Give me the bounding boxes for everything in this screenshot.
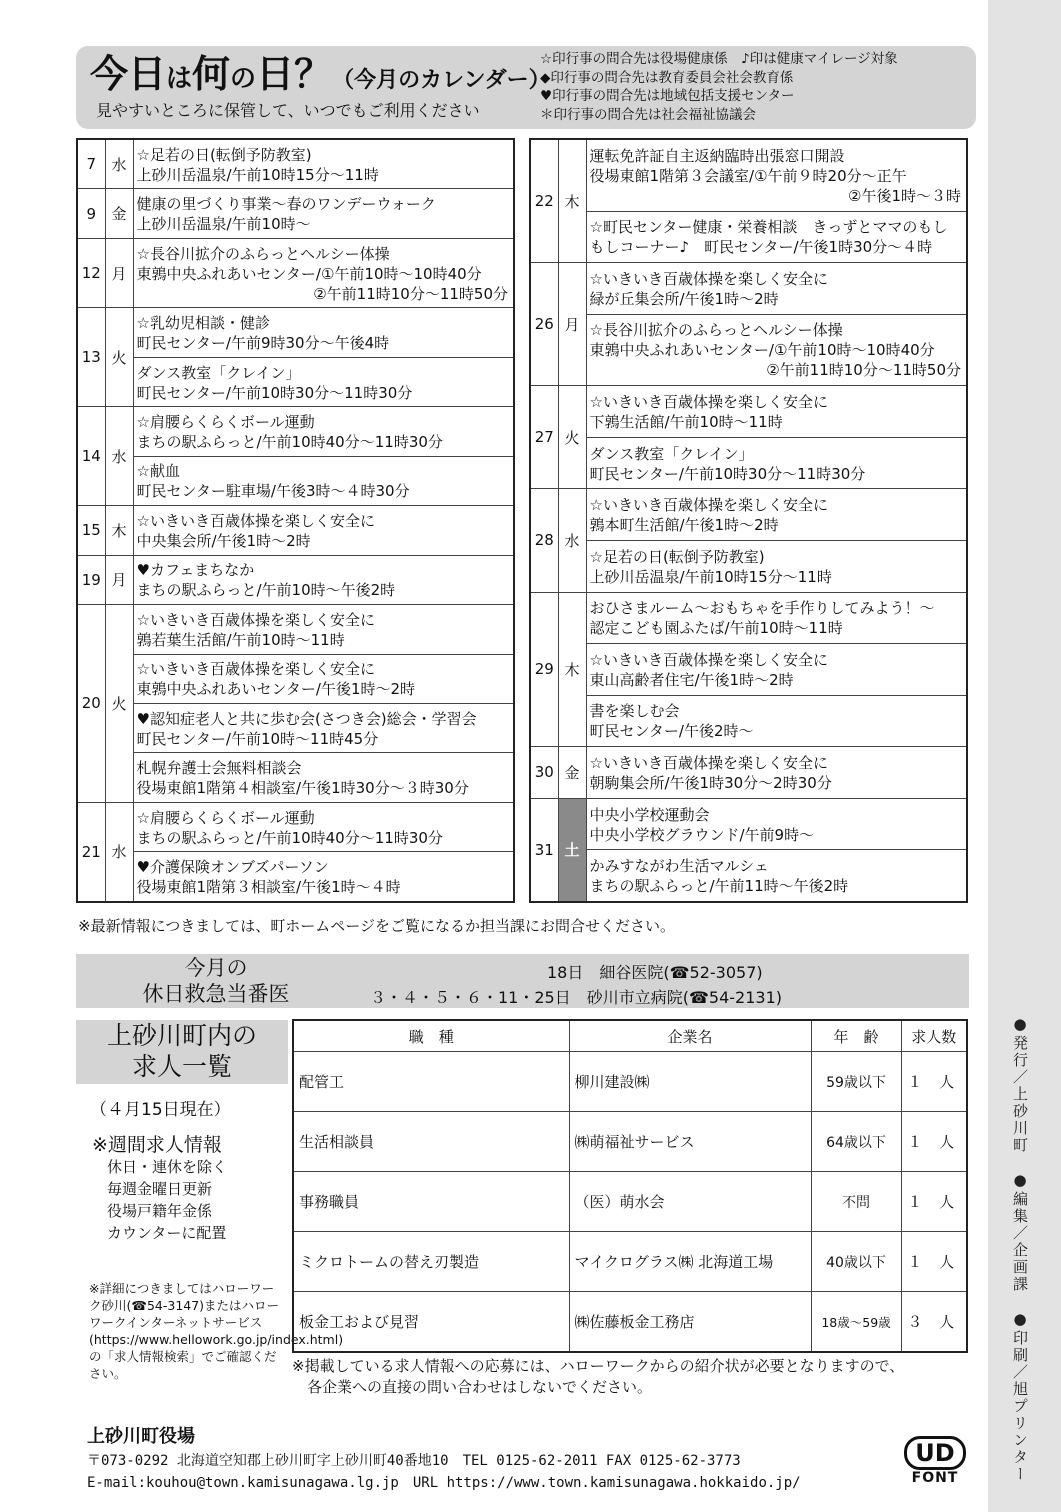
calendar-row [77, 308, 514, 357]
job-type: ミクロトームの替え刃製造 [293, 1232, 569, 1292]
event-detail: 役場東館1階第４相談室/午後1時30分～３時30分 [136, 779, 469, 798]
event-title: ☆いきいき百歳体操を楽しく安全に [589, 753, 828, 772]
event-detail: まちの駅ふらっと/午前10時～午後2時 [136, 581, 396, 600]
event-title: ☆肩腰らくらくボール運動 [136, 808, 315, 827]
event-title: 書を楽しむ会 [589, 702, 680, 721]
weekday: 水 [105, 802, 133, 901]
openings: １ 人 [901, 1232, 967, 1292]
company: ㈱佐藤板金工務店 [569, 1292, 811, 1353]
day-number: 26 [530, 263, 558, 386]
event-title: ☆乳幼児相談・健診 [136, 314, 270, 333]
event-title: ダンス教室「クレイン」 [589, 444, 754, 463]
col-header-openings: 求人数 [901, 1020, 967, 1052]
calendar-row [530, 592, 967, 644]
event-title: ☆肩腰らくらくボール運動 [136, 412, 315, 431]
event-title: ☆いきいき百歳体操を楽しく安全に [136, 610, 375, 629]
event-detail: 町民センター/午前10時～11時45分 [136, 729, 379, 748]
weekday: 水 [105, 139, 133, 189]
event-entry [133, 802, 514, 851]
calendar-row [530, 644, 967, 696]
event-title: ☆いきいき百歳体操を楽しく安全に [589, 496, 828, 515]
calendar-row [77, 802, 514, 851]
office-name: 上砂川町役場 [87, 1426, 195, 1447]
event-entry [133, 555, 514, 604]
event-entry [133, 357, 514, 406]
event-title: 中央小学校運動会 [589, 805, 710, 824]
openings: ３ 人 [901, 1292, 967, 1353]
company: ㈱萌福祉サービス [569, 1112, 811, 1172]
event-entry [586, 314, 967, 386]
event-title: ♥介護保険オンブズパーソン [136, 858, 329, 877]
calendar-row [530, 437, 967, 489]
page-title: 今日は何の日？（今月のカレンダー） [90, 52, 551, 96]
event-detail: まちの駅ふらっと/午前10時40分～11時30分 [136, 432, 443, 451]
weekday: 火 [558, 386, 586, 489]
calendar-row [77, 407, 514, 456]
event-entry [586, 139, 967, 211]
table-row [293, 1292, 967, 1353]
event-detail: 上砂川岳温泉/午前10時～ [136, 215, 311, 234]
event-detail: 中央集会所/午後1時～2時 [136, 531, 311, 550]
event-detail: 緑が丘集会所/午後1時～2時 [589, 289, 779, 308]
event-entry [586, 850, 967, 902]
calendar-row [530, 489, 967, 541]
calendar-row [77, 605, 514, 654]
calendar-left [76, 138, 515, 903]
age: 64歳以下 [811, 1112, 901, 1172]
weekday: 月 [558, 263, 586, 386]
event-detail: 下鶉生活館/午前10時～11時 [589, 413, 783, 432]
symbol-legend: ☆印行事の問合先は役場健康係 ♪印は健康マイレージ対象 ◆印行事の問合先は教育委員会社会教育係 ♥印行事の問合先は地域包括支援センター ＊印行事の問合先は社会福祉協議会 [540, 51, 898, 123]
event-entry [586, 695, 967, 747]
event-detail: 東山高齢者住宅/午後1時～2時 [589, 670, 794, 689]
age: 59歳以下 [811, 1052, 901, 1112]
event-entry [586, 592, 967, 644]
event-title: 健康の里づくり事業～春のワンデーウォーク [136, 195, 436, 214]
event-entry [586, 540, 967, 592]
calendar-row [530, 695, 967, 747]
openings: １ 人 [901, 1052, 967, 1112]
event-title: ダンス教室「クレイン」 [136, 363, 301, 382]
day-number: 20 [77, 605, 105, 803]
event-detail: ②午前11時10分～11時50分 [766, 361, 961, 380]
table-row [293, 1232, 967, 1292]
event-detail: 鶉本町生活館/午後1時～2時 [589, 516, 779, 535]
event-detail: 町民センター/午後2時～ [589, 722, 754, 741]
job-type: 事務職員 [293, 1172, 569, 1232]
event-detail: 上砂川岳温泉/午前10時15分～11時 [589, 567, 832, 586]
weekday: 金 [558, 747, 586, 799]
office-address: 〒073-0292 北海道空知郡上砂川町字上砂川町40番地10 TEL 0125-62-2011 FAX 0125-62-3773 [87, 1453, 741, 1469]
event-title: ☆いきいき百歳体操を楽しく安全に [136, 660, 375, 679]
calendar-row [77, 238, 514, 307]
col-header-company: 企業名 [569, 1020, 811, 1052]
event-entry [586, 386, 967, 438]
event-detail: 鶉若葉生活館/午前10時～11時 [136, 630, 345, 649]
event-entry [133, 238, 514, 307]
event-title: ☆いきいき百歳体操を楽しく安全に [589, 650, 828, 669]
calendar-row [530, 747, 967, 799]
weekday: 月 [105, 238, 133, 307]
jobs-table [292, 1019, 968, 1353]
day-number: 7 [77, 139, 105, 189]
day-number: 22 [530, 139, 558, 263]
event-title: ☆町民センター健康・栄養相談 きっずとママのもし [589, 218, 948, 237]
job-type: 板金工および見習 [293, 1292, 569, 1353]
weekday: 金 [105, 189, 133, 238]
calendar-row [77, 852, 514, 902]
event-entry [133, 654, 514, 703]
event-detail: 役場東館1階第３会議室/①午前９時20分～正午 [589, 166, 907, 185]
event-title: ☆足若の日(転倒予防教室) [589, 547, 765, 566]
day-number: 19 [77, 555, 105, 604]
event-title: ♥カフェまちなか [136, 561, 255, 580]
emergency-line-2: ３・４・５・６・11・25日 砂川市立病院(☎54-2131) [370, 988, 782, 1007]
calendar-row [77, 357, 514, 406]
office-email-url: E-mail:kouhou@town.kamisunagawa.lg.jp URL https://www.town.kamisunagawa.hokkaido.jp/ [87, 1475, 801, 1491]
event-title: ☆いきいき百歳体操を楽しく安全に [136, 511, 375, 530]
jobs-note: ※掲載している求人情報への応募には、ハローワークからの紹介状が必要となりますので、 各企業への直接の問い合わせはしないでください。 [292, 1357, 905, 1396]
table-row [293, 1112, 967, 1172]
event-title: 札幌弁護士会無料相談会 [136, 759, 302, 778]
event-detail: 東鶉中央ふれあいセンター/①午前10時～10時40分 [136, 264, 482, 283]
col-header-age: 年 齢 [811, 1020, 901, 1052]
event-title: おひさまルーム～おもちゃを手作りしてみよう！～ [589, 599, 935, 618]
day-number: 28 [530, 489, 558, 592]
event-entry [133, 189, 514, 238]
event-entry [133, 852, 514, 902]
col-header-job: 職 種 [293, 1020, 569, 1052]
age: 40歳以下 [811, 1232, 901, 1292]
calendar-row [77, 703, 514, 752]
day-number: 27 [530, 386, 558, 489]
event-detail: 町民センター/午前9時30分～午後4時 [136, 334, 390, 353]
event-entry [586, 437, 967, 489]
event-entry [133, 456, 514, 505]
job-type: 配管工 [293, 1052, 569, 1112]
event-title: ☆献血 [136, 462, 180, 481]
event-entry [586, 263, 967, 315]
openings: １ 人 [901, 1172, 967, 1232]
event-detail: 町民センター/午前10時30分～11時30分 [136, 383, 413, 402]
weekday: 火 [105, 605, 133, 803]
age: 18歳～59歳 [811, 1292, 901, 1353]
event-detail: まちの駅ふらっと/午前10時40分～11時30分 [136, 828, 443, 847]
calendar-row [530, 540, 967, 592]
job-type: 生活相談員 [293, 1112, 569, 1172]
calendar-right [529, 138, 968, 903]
hellowork-note: ※詳細につきましてはハローワーク砂川(☎54-3147)またはハローワークインターネットサービス(https://www.hellowork.go.jp/index.html)の「求人情報検索」でご確認ください。 [89, 1281, 344, 1381]
event-detail: ②午前11時10分～11時50分 [313, 284, 508, 303]
event-detail: 町民センター/午前10時30分～11時30分 [589, 464, 866, 483]
calendar-row [77, 654, 514, 703]
event-title: ☆長谷川拡介のふらっとヘルシー体操 [136, 244, 390, 263]
emergency-title: 今月の 休日救急当番医 [142, 956, 290, 1006]
day-number: 9 [77, 189, 105, 238]
calendar-row [530, 211, 967, 263]
calendar-row [530, 263, 967, 315]
event-entry [586, 747, 967, 799]
calendar-row [77, 139, 514, 189]
event-title: ♥認知症老人と共に歩む会(さつき会)総会・学習会 [136, 709, 477, 728]
event-detail: 東鶉中央ふれあいセンター/①午前10時～10時40分 [589, 341, 935, 360]
event-title: かみすながわ生活マルシェ [589, 857, 769, 876]
weekly-jobs-title: ※週間求人情報 [92, 1134, 222, 1156]
page-subtitle: 見やすいところに保管して、いつでもご利用ください [96, 101, 480, 120]
weekday: 火 [105, 308, 133, 407]
event-entry [133, 308, 514, 357]
weekday: 月 [105, 555, 133, 604]
weekday: 水 [558, 489, 586, 592]
company: 柳川建設㈱ [569, 1052, 811, 1112]
event-title: ☆長谷川拡介のふらっとヘルシー体操 [589, 321, 843, 340]
event-entry [133, 703, 514, 752]
company: （医）萌水会 [569, 1172, 811, 1232]
day-number: 15 [77, 506, 105, 555]
weekly-jobs-info: 休日・連休を除く 毎週金曜日更新 役場戸籍年金係 カウンターに配置 [107, 1158, 228, 1242]
calendar-row [77, 506, 514, 555]
event-title: ☆足若の日(転倒予防教室) [136, 145, 312, 164]
calendar-row [77, 555, 514, 604]
day-number: 21 [77, 802, 105, 901]
event-title: 運転免許証自主返納臨時出張窓口開設 [589, 146, 845, 165]
company: マイクログラス㈱ 北海道工場 [569, 1232, 811, 1292]
table-row [293, 1172, 967, 1232]
weekday: 水 [105, 407, 133, 506]
day-number: 14 [77, 407, 105, 506]
event-entry [586, 644, 967, 696]
calendar-row [77, 189, 514, 238]
event-detail: 朝駒集会所/午後1時30分～2時30分 [589, 773, 832, 792]
event-detail: 認定こども園ふたば/午前10時～11時 [589, 619, 843, 638]
event-title: ☆いきいき百歳体操を楽しく安全に [589, 393, 828, 412]
event-entry [133, 407, 514, 456]
event-detail: 役場東館1階第３相談室/午後1時～４時 [136, 878, 401, 897]
event-entry [586, 489, 967, 541]
day-number: 13 [77, 308, 105, 407]
event-entry [133, 506, 514, 555]
event-detail: 町民センター駐車場/午後3時～４時30分 [136, 482, 410, 501]
event-detail: まちの駅ふらっと/午前11時～午後2時 [589, 877, 849, 896]
event-detail: 上砂川岳温泉/午前10時15分～11時 [136, 165, 379, 184]
calendar-row [530, 139, 967, 211]
event-entry [586, 798, 967, 850]
jobs-as-of: （４月15日現在） [90, 1100, 231, 1120]
openings: １ 人 [901, 1112, 967, 1172]
calendar-row [530, 798, 967, 850]
weekday: 木 [558, 139, 586, 263]
day-number: 30 [530, 747, 558, 799]
event-entry [586, 211, 967, 263]
table-row [293, 1052, 967, 1112]
event-detail: ②午後1時～３時 [848, 186, 961, 205]
event-title: ☆いきいき百歳体操を楽しく安全に [589, 269, 828, 288]
age: 不問 [811, 1172, 901, 1232]
calendar-row [77, 753, 514, 802]
day-number: 31 [530, 798, 558, 902]
calendar-row [77, 456, 514, 505]
weekday: 土 [558, 798, 586, 902]
ud-font-logo: UD FONT [904, 1436, 966, 1486]
event-entry [133, 753, 514, 802]
event-detail: 中央小学校グラウンド/午前9時～ [589, 825, 815, 844]
event-detail: 東鶉中央ふれあいセンター/午後1時～2時 [136, 680, 416, 699]
event-entry [133, 605, 514, 654]
weekday: 木 [105, 506, 133, 555]
event-entry [133, 139, 514, 189]
day-number: 12 [77, 238, 105, 307]
weekday: 木 [558, 592, 586, 747]
event-detail: もしコーナー♪ 町民センター/午後1時30分～４時 [589, 238, 933, 257]
calendar-row [530, 850, 967, 902]
calendar-row [530, 314, 967, 386]
emergency-line-1: 18日 細谷医院(☎52-3057) [547, 963, 763, 982]
calendar-row [530, 386, 967, 438]
jobs-title: 上砂川町内の 求人一覧 [76, 1020, 288, 1084]
day-number: 29 [530, 592, 558, 747]
latest-info-note: ※最新情報につきましては、町ホームページをご覧になるか担当課にお問合せください。 [78, 917, 675, 935]
colophon: ●発行／上砂川町 ●編集／企画課 ●印刷／旭プリンター [1011, 1015, 1029, 1483]
